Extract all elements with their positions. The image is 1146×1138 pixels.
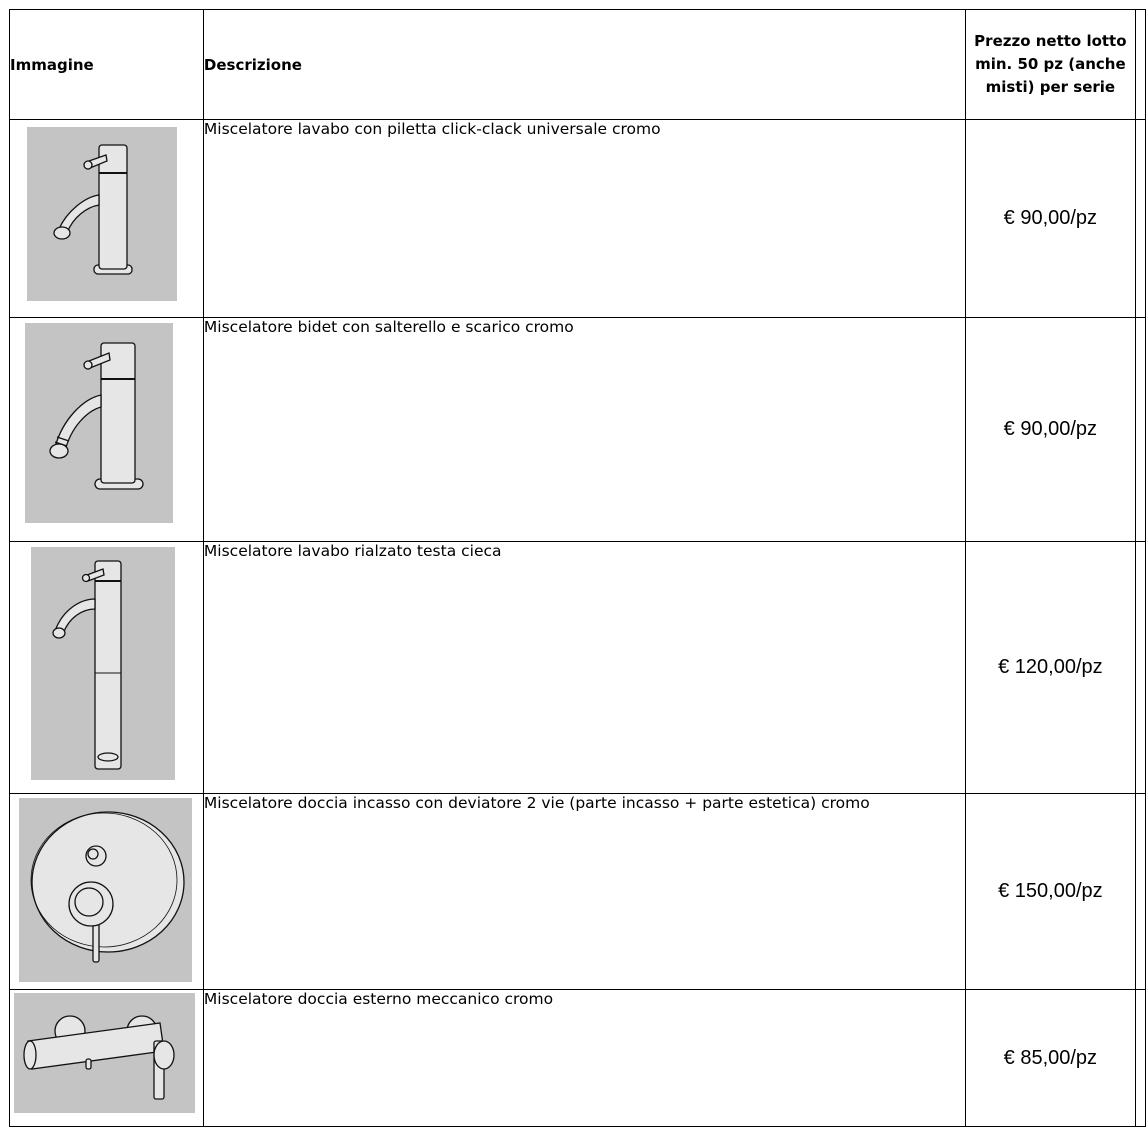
image-cell: [10, 120, 204, 318]
exposed-shower-mixer-icon: [14, 993, 195, 1113]
description-cell: Miscelatore bidet con salterello e scarico cromo: [203, 318, 965, 542]
price-cell: € 90,00/pz: [965, 120, 1135, 318]
extra-cell: [1136, 318, 1146, 542]
image-cell: [10, 990, 204, 1127]
header-price-line-2: min. 50 pz (anche: [975, 55, 1126, 73]
extra-cell: [1136, 120, 1146, 318]
table-row: [10, 120, 1146, 318]
extra-cell: [1136, 542, 1146, 794]
price-cell: € 90,00/pz: [965, 318, 1135, 542]
image-cell: [10, 318, 204, 542]
basin-mixer-icon: [27, 127, 177, 301]
price-cell: € 120,00/pz: [965, 542, 1135, 794]
header-price: [965, 10, 1135, 120]
header-price-line-3: misti) per serie: [985, 78, 1116, 96]
description-cell: Miscelatore lavabo con piletta click-clack universale cromo: [203, 120, 965, 318]
description-cell: Miscelatore doccia incasso con deviatore 2 vie (parte incasso + parte estetica) cromo: [203, 794, 965, 990]
header-image: Immagine: [10, 10, 204, 120]
extra-cell: [1136, 990, 1146, 1127]
header-row: [10, 10, 1146, 120]
table-row: [10, 990, 1146, 1127]
price-cell: € 85,00/pz: [965, 990, 1135, 1127]
table-row: [10, 318, 1146, 542]
header-price-line-1: Prezzo netto lotto: [974, 32, 1127, 50]
description-cell: Miscelatore doccia esterno meccanico cromo: [203, 990, 965, 1127]
table-row: [10, 542, 1146, 794]
image-cell: [10, 542, 204, 794]
price-list-table: [9, 9, 1146, 1127]
extra-cell: [1136, 794, 1146, 990]
tall-basin-mixer-icon: [31, 547, 175, 780]
image-cell: [10, 794, 204, 990]
concealed-shower-mixer-icon: [19, 798, 192, 982]
price-cell: € 150,00/pz: [965, 794, 1135, 990]
table-row: [10, 794, 1146, 990]
header-description: Descrizione: [203, 10, 965, 120]
header-extra-column: [1136, 10, 1146, 120]
bidet-mixer-icon: [25, 323, 173, 523]
description-cell: Miscelatore lavabo rialzato testa cieca: [203, 542, 965, 794]
